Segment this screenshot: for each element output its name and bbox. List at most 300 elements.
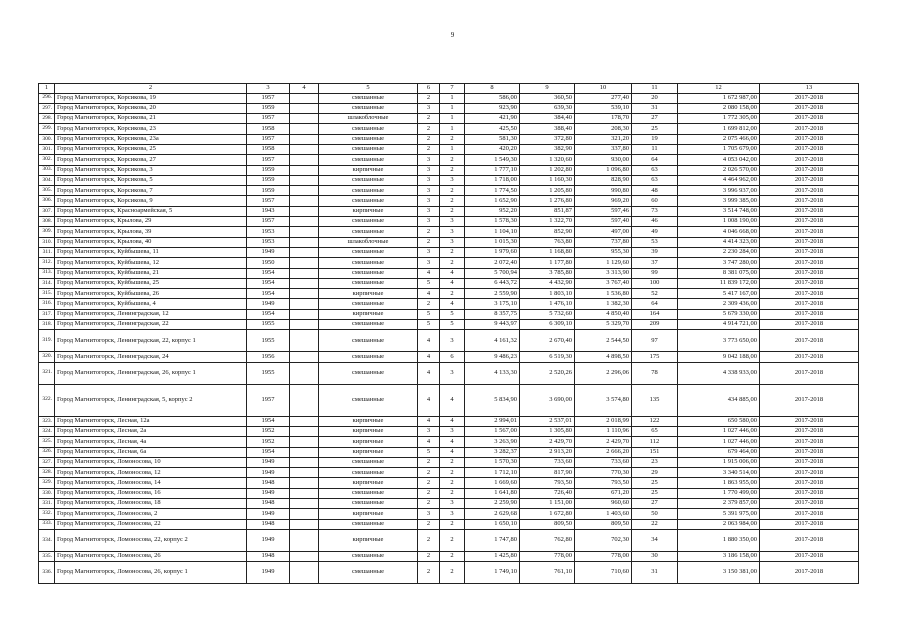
column-4-cell bbox=[290, 134, 319, 144]
wall-material-cell: смешанные bbox=[319, 519, 418, 529]
year-built-cell: 1948 bbox=[247, 551, 290, 561]
residents-cell: 64 bbox=[632, 299, 678, 309]
wall-material-cell: смешанные bbox=[319, 299, 418, 309]
cost-cell: 434 885,00 bbox=[678, 384, 760, 416]
row-number: 328. bbox=[39, 468, 55, 478]
column-number-header: 4 bbox=[290, 84, 319, 94]
year-built-cell: 1949 bbox=[247, 299, 290, 309]
entrances-cell: 2 bbox=[440, 258, 465, 268]
premises-area-cell: 1 672,80 bbox=[520, 509, 575, 519]
period-cell: 2017-2018 bbox=[760, 289, 859, 299]
period-cell: 2017-2018 bbox=[760, 258, 859, 268]
residential-area-cell: 930,00 bbox=[575, 155, 632, 165]
year-built-cell: 1953 bbox=[247, 237, 290, 247]
residential-area-cell: 671,20 bbox=[575, 488, 632, 498]
wall-material-cell: смешанные bbox=[319, 457, 418, 467]
period-cell: 2017-2018 bbox=[760, 206, 859, 216]
year-built-cell: 1955 bbox=[247, 362, 290, 384]
floors-cell: 3 bbox=[418, 217, 440, 227]
premises-area-cell: 817,90 bbox=[520, 468, 575, 478]
address-cell: Город Магнитогорск, Ломоносова, 12 bbox=[55, 468, 247, 478]
entrances-cell: 3 bbox=[440, 330, 465, 352]
column-4-cell bbox=[290, 155, 319, 165]
residential-area-cell: 337,80 bbox=[575, 144, 632, 154]
floors-cell: 3 bbox=[418, 155, 440, 165]
premises-area-cell: 2 429,70 bbox=[520, 437, 575, 447]
wall-material-cell: смешанные bbox=[319, 175, 418, 185]
table-row bbox=[39, 103, 859, 113]
total-area-cell: 2 629,68 bbox=[465, 509, 520, 519]
residents-cell: 63 bbox=[632, 165, 678, 175]
total-area-cell: 9 443,97 bbox=[465, 320, 520, 330]
period-cell: 2017-2018 bbox=[760, 457, 859, 467]
table-row bbox=[39, 468, 859, 478]
cost-cell: 2 309 436,00 bbox=[678, 299, 760, 309]
address-cell: Город Магнитогорск, Корсикова, 19 bbox=[55, 93, 247, 103]
period-cell: 2017-2018 bbox=[760, 114, 859, 124]
row-number: 330. bbox=[39, 488, 55, 498]
premises-area-cell: 2 913,20 bbox=[520, 447, 575, 457]
address-cell: Город Магнитогорск, Лесная, 4а bbox=[55, 437, 247, 447]
residential-area-cell: 793,50 bbox=[575, 478, 632, 488]
year-built-cell: 1956 bbox=[247, 352, 290, 362]
column-4-cell bbox=[290, 499, 319, 509]
floors-cell: 2 bbox=[418, 551, 440, 561]
table-row bbox=[39, 437, 859, 447]
address-cell: Город Магнитогорск, Ломоносова, 18 bbox=[55, 499, 247, 509]
residential-area-cell: 5 329,70 bbox=[575, 320, 632, 330]
cost-cell: 1 770 499,00 bbox=[678, 488, 760, 498]
total-area-cell: 4 161,32 bbox=[465, 330, 520, 352]
year-built-cell: 1955 bbox=[247, 320, 290, 330]
premises-area-cell: 761,10 bbox=[520, 562, 575, 584]
residential-area-cell: 1 129,60 bbox=[575, 258, 632, 268]
residential-area-cell: 178,70 bbox=[575, 114, 632, 124]
total-area-cell: 1 747,80 bbox=[465, 529, 520, 551]
year-built-cell: 1949 bbox=[247, 509, 290, 519]
residential-area-cell: 321,20 bbox=[575, 134, 632, 144]
column-4-cell bbox=[290, 437, 319, 447]
cost-cell: 2 063 984,00 bbox=[678, 519, 760, 529]
row-number: 314. bbox=[39, 278, 55, 288]
year-built-cell: 1957 bbox=[247, 93, 290, 103]
cost-cell: 2 230 284,00 bbox=[678, 247, 760, 257]
year-built-cell: 1949 bbox=[247, 247, 290, 257]
floors-cell: 5 bbox=[418, 320, 440, 330]
residential-area-cell: 2 018,99 bbox=[575, 416, 632, 426]
address-cell: Город Магнитогорск, Красноармейская, 5 bbox=[55, 206, 247, 216]
year-built-cell: 1954 bbox=[247, 278, 290, 288]
total-area-cell: 1 749,10 bbox=[465, 562, 520, 584]
wall-material-cell: смешанные bbox=[319, 217, 418, 227]
year-built-cell: 1954 bbox=[247, 309, 290, 319]
entrances-cell: 3 bbox=[440, 509, 465, 519]
residential-area-cell: 828,90 bbox=[575, 175, 632, 185]
total-area-cell: 2 072,40 bbox=[465, 258, 520, 268]
year-built-cell: 1943 bbox=[247, 206, 290, 216]
cost-cell: 3 996 937,00 bbox=[678, 186, 760, 196]
column-4-cell bbox=[290, 227, 319, 237]
year-built-cell: 1948 bbox=[247, 519, 290, 529]
address-cell: Город Магнитогорск, Куйбышева, 12 bbox=[55, 258, 247, 268]
column-4-cell bbox=[290, 352, 319, 362]
period-cell: 2017-2018 bbox=[760, 175, 859, 185]
row-number: 301. bbox=[39, 144, 55, 154]
residential-area-cell: 733,60 bbox=[575, 457, 632, 467]
residential-area-cell: 2 544,50 bbox=[575, 330, 632, 352]
table-row bbox=[39, 155, 859, 165]
wall-material-cell: смешанные bbox=[319, 551, 418, 561]
address-cell: Город Магнитогорск, Крылова, 29 bbox=[55, 217, 247, 227]
table-row bbox=[39, 186, 859, 196]
cost-cell: 1 027 446,00 bbox=[678, 426, 760, 436]
cost-cell: 4 338 933,00 bbox=[678, 362, 760, 384]
column-number-header: 9 bbox=[520, 84, 575, 94]
premises-area-cell: 1 205,80 bbox=[520, 186, 575, 196]
row-number: 306. bbox=[39, 196, 55, 206]
address-cell: Город Магнитогорск, Ленинградская, 5, корпус 2 bbox=[55, 384, 247, 416]
premises-area-cell: 1 305,80 bbox=[520, 426, 575, 436]
row-number: 333. bbox=[39, 519, 55, 529]
wall-material-cell: смешанные bbox=[319, 186, 418, 196]
table-row bbox=[39, 144, 859, 154]
floors-cell: 2 bbox=[418, 519, 440, 529]
floors-cell: 3 bbox=[418, 196, 440, 206]
total-area-cell: 5 834,90 bbox=[465, 384, 520, 416]
residential-area-cell: 2 429,70 bbox=[575, 437, 632, 447]
column-4-cell bbox=[290, 330, 319, 352]
residential-area-cell: 1 110,96 bbox=[575, 426, 632, 436]
premises-area-cell: 4 432,90 bbox=[520, 278, 575, 288]
premises-area-cell: 1 320,60 bbox=[520, 155, 575, 165]
wall-material-cell: смешанные bbox=[319, 93, 418, 103]
cost-cell: 4 414 323,00 bbox=[678, 237, 760, 247]
entrances-cell: 2 bbox=[440, 468, 465, 478]
year-built-cell: 1959 bbox=[247, 175, 290, 185]
residents-cell: 46 bbox=[632, 217, 678, 227]
address-cell: Город Магнитогорск, Ломоносова, 16 bbox=[55, 488, 247, 498]
residents-cell: 122 bbox=[632, 416, 678, 426]
row-number: 296. bbox=[39, 93, 55, 103]
address-cell: Город Магнитогорск, Корсикова, 7 bbox=[55, 186, 247, 196]
entrances-cell: 2 bbox=[440, 478, 465, 488]
year-built-cell: 1959 bbox=[247, 186, 290, 196]
total-area-cell: 1 104,10 bbox=[465, 227, 520, 237]
housing-register-table bbox=[38, 83, 859, 584]
year-built-cell: 1957 bbox=[247, 384, 290, 416]
column-number-header: 10 bbox=[575, 84, 632, 94]
wall-material-cell: смешанные bbox=[319, 499, 418, 509]
floors-cell: 5 bbox=[418, 447, 440, 457]
floors-cell: 4 bbox=[418, 330, 440, 352]
wall-material-cell: кирпичные bbox=[319, 478, 418, 488]
column-4-cell bbox=[290, 258, 319, 268]
entrances-cell: 1 bbox=[440, 144, 465, 154]
wall-material-cell: смешанные bbox=[319, 103, 418, 113]
entrances-cell: 2 bbox=[440, 186, 465, 196]
table-row bbox=[39, 165, 859, 175]
premises-area-cell: 639,30 bbox=[520, 103, 575, 113]
residents-cell: 151 bbox=[632, 447, 678, 457]
period-cell: 2017-2018 bbox=[760, 320, 859, 330]
column-4-cell bbox=[290, 416, 319, 426]
premises-area-cell: 3 690,00 bbox=[520, 384, 575, 416]
column-4-cell bbox=[290, 144, 319, 154]
column-number-header: 2 bbox=[55, 84, 247, 94]
year-built-cell: 1949 bbox=[247, 488, 290, 498]
total-area-cell: 3 282,37 bbox=[465, 447, 520, 457]
row-number: 327. bbox=[39, 457, 55, 467]
column-4-cell bbox=[290, 478, 319, 488]
wall-material-cell: смешанные bbox=[319, 247, 418, 257]
floors-cell: 3 bbox=[418, 426, 440, 436]
table-row bbox=[39, 175, 859, 185]
period-cell: 2017-2018 bbox=[760, 144, 859, 154]
column-4-cell bbox=[290, 237, 319, 247]
row-number: 315. bbox=[39, 289, 55, 299]
floors-cell: 4 bbox=[418, 352, 440, 362]
year-built-cell: 1954 bbox=[247, 268, 290, 278]
column-4-cell bbox=[290, 384, 319, 416]
total-area-cell: 9 486,23 bbox=[465, 352, 520, 362]
column-number-header: 3 bbox=[247, 84, 290, 94]
residential-area-cell: 710,60 bbox=[575, 562, 632, 584]
wall-material-cell: смешанные bbox=[319, 155, 418, 165]
table-row bbox=[39, 551, 859, 561]
total-area-cell: 1 777,10 bbox=[465, 165, 520, 175]
row-number: 298. bbox=[39, 114, 55, 124]
table-row bbox=[39, 426, 859, 436]
table-row bbox=[39, 330, 859, 352]
page-number: 9 bbox=[450, 31, 455, 39]
column-4-cell bbox=[290, 124, 319, 134]
total-area-cell: 2 259,90 bbox=[465, 499, 520, 509]
address-cell: Город Магнитогорск, Корсикова, 27 bbox=[55, 155, 247, 165]
floors-cell: 3 bbox=[418, 186, 440, 196]
cost-cell: 3 186 158,00 bbox=[678, 551, 760, 561]
cost-cell: 2 379 857,00 bbox=[678, 499, 760, 509]
row-number: 329. bbox=[39, 478, 55, 488]
floors-cell: 2 bbox=[418, 237, 440, 247]
period-cell: 2017-2018 bbox=[760, 499, 859, 509]
table-row bbox=[39, 227, 859, 237]
wall-material-cell: смешанные bbox=[319, 268, 418, 278]
premises-area-cell: 3 785,80 bbox=[520, 268, 575, 278]
wall-material-cell: смешанные bbox=[319, 384, 418, 416]
residential-area-cell: 809,50 bbox=[575, 519, 632, 529]
row-number: 305. bbox=[39, 186, 55, 196]
residential-area-cell: 4 850,40 bbox=[575, 309, 632, 319]
wall-material-cell: кирпичные bbox=[319, 509, 418, 519]
floors-cell: 4 bbox=[418, 268, 440, 278]
table-row bbox=[39, 457, 859, 467]
address-cell: Город Магнитогорск, Лесная, 6а bbox=[55, 447, 247, 457]
wall-material-cell: смешанные bbox=[319, 278, 418, 288]
cost-cell: 1 672 987,00 bbox=[678, 93, 760, 103]
wall-material-cell: смешанные bbox=[319, 144, 418, 154]
entrances-cell: 3 bbox=[440, 426, 465, 436]
column-4-cell bbox=[290, 509, 319, 519]
row-number: 312. bbox=[39, 258, 55, 268]
table-row bbox=[39, 447, 859, 457]
residential-area-cell: 778,00 bbox=[575, 551, 632, 561]
year-built-cell: 1952 bbox=[247, 437, 290, 447]
row-number: 303. bbox=[39, 165, 55, 175]
address-cell: Город Магнитогорск, Куйбышева, 21 bbox=[55, 268, 247, 278]
row-number: 326. bbox=[39, 447, 55, 457]
cost-cell: 1 705 679,00 bbox=[678, 144, 760, 154]
year-built-cell: 1957 bbox=[247, 155, 290, 165]
address-cell: Город Магнитогорск, Лесная, 2а bbox=[55, 426, 247, 436]
row-number: 321. bbox=[39, 362, 55, 384]
entrances-cell: 2 bbox=[440, 206, 465, 216]
residential-area-cell: 208,30 bbox=[575, 124, 632, 134]
entrances-cell: 3 bbox=[440, 362, 465, 384]
column-number-header: 11 bbox=[632, 84, 678, 94]
entrances-cell: 4 bbox=[440, 416, 465, 426]
row-number: 322. bbox=[39, 384, 55, 416]
period-cell: 2017-2018 bbox=[760, 196, 859, 206]
column-4-cell bbox=[290, 320, 319, 330]
address-cell: Город Магнитогорск, Ломоносова, 22 bbox=[55, 519, 247, 529]
floors-cell: 2 bbox=[418, 299, 440, 309]
entrances-cell: 1 bbox=[440, 93, 465, 103]
residential-area-cell: 702,30 bbox=[575, 529, 632, 551]
residential-area-cell: 3 313,90 bbox=[575, 268, 632, 278]
entrances-cell: 3 bbox=[440, 175, 465, 185]
period-cell: 2017-2018 bbox=[760, 124, 859, 134]
total-area-cell: 1 650,10 bbox=[465, 519, 520, 529]
residents-cell: 209 bbox=[632, 320, 678, 330]
column-number-header: 7 bbox=[440, 84, 465, 94]
period-cell: 2017-2018 bbox=[760, 247, 859, 257]
residents-cell: 48 bbox=[632, 186, 678, 196]
total-area-cell: 8 357,75 bbox=[465, 309, 520, 319]
year-built-cell: 1954 bbox=[247, 447, 290, 457]
residents-cell: 25 bbox=[632, 488, 678, 498]
row-number: 318. bbox=[39, 320, 55, 330]
entrances-cell: 4 bbox=[440, 447, 465, 457]
total-area-cell: 1 578,30 bbox=[465, 217, 520, 227]
row-number: 332. bbox=[39, 509, 55, 519]
premises-area-cell: 1 177,80 bbox=[520, 258, 575, 268]
cost-cell: 1 008 190,00 bbox=[678, 217, 760, 227]
entrances-cell: 3 bbox=[440, 499, 465, 509]
residential-area-cell: 960,60 bbox=[575, 499, 632, 509]
floors-cell: 3 bbox=[418, 206, 440, 216]
entrances-cell: 2 bbox=[440, 551, 465, 561]
address-cell: Город Магнитогорск, Ленинградская, 22 bbox=[55, 320, 247, 330]
total-area-cell: 5 700,94 bbox=[465, 268, 520, 278]
table-row bbox=[39, 278, 859, 288]
total-area-cell: 1 549,30 bbox=[465, 155, 520, 165]
total-area-cell: 1 718,00 bbox=[465, 175, 520, 185]
premises-area-cell: 1 202,80 bbox=[520, 165, 575, 175]
floors-cell: 2 bbox=[418, 488, 440, 498]
total-area-cell: 3 263,90 bbox=[465, 437, 520, 447]
floors-cell: 3 bbox=[418, 247, 440, 257]
cost-cell: 650 580,00 bbox=[678, 416, 760, 426]
wall-material-cell: кирпичные bbox=[319, 447, 418, 457]
residential-area-cell: 3 767,40 bbox=[575, 278, 632, 288]
premises-area-cell: 778,00 bbox=[520, 551, 575, 561]
column-number-header: 1 bbox=[39, 84, 55, 94]
period-cell: 2017-2018 bbox=[760, 519, 859, 529]
entrances-cell: 3 bbox=[440, 217, 465, 227]
floors-cell: 2 bbox=[418, 227, 440, 237]
table-row bbox=[39, 352, 859, 362]
floors-cell: 2 bbox=[418, 499, 440, 509]
residents-cell: 27 bbox=[632, 114, 678, 124]
wall-material-cell: кирпичные bbox=[319, 416, 418, 426]
floors-cell: 4 bbox=[418, 289, 440, 299]
period-cell: 2017-2018 bbox=[760, 227, 859, 237]
table-row bbox=[39, 299, 859, 309]
table-row bbox=[39, 124, 859, 134]
year-built-cell: 1952 bbox=[247, 426, 290, 436]
period-cell: 2017-2018 bbox=[760, 426, 859, 436]
cost-cell: 1 699 812,00 bbox=[678, 124, 760, 134]
table-row bbox=[39, 268, 859, 278]
premises-area-cell: 851,87 bbox=[520, 206, 575, 216]
residential-area-cell: 597,46 bbox=[575, 206, 632, 216]
address-cell: Город Магнитогорск, Ломоносова, 14 bbox=[55, 478, 247, 488]
table-row bbox=[39, 237, 859, 247]
column-number-header-row bbox=[39, 84, 859, 94]
wall-material-cell: шлакоблочные bbox=[319, 237, 418, 247]
premises-area-cell: 382,90 bbox=[520, 144, 575, 154]
row-number: 336. bbox=[39, 562, 55, 584]
total-area-cell: 1 570,30 bbox=[465, 457, 520, 467]
column-number-header: 6 bbox=[418, 84, 440, 94]
entrances-cell: 2 bbox=[440, 519, 465, 529]
residents-cell: 73 bbox=[632, 206, 678, 216]
column-4-cell bbox=[290, 426, 319, 436]
cost-cell: 679 464,00 bbox=[678, 447, 760, 457]
table-row bbox=[39, 384, 859, 416]
cost-cell: 2 026 570,00 bbox=[678, 165, 760, 175]
period-cell: 2017-2018 bbox=[760, 447, 859, 457]
premises-area-cell: 1 322,70 bbox=[520, 217, 575, 227]
table-row bbox=[39, 258, 859, 268]
address-cell: Город Магнитогорск, Ленинградская, 26, корпус 1 bbox=[55, 362, 247, 384]
year-built-cell: 1957 bbox=[247, 217, 290, 227]
residential-area-cell: 955,30 bbox=[575, 247, 632, 257]
year-built-cell: 1957 bbox=[247, 134, 290, 144]
floors-cell: 3 bbox=[418, 175, 440, 185]
residents-cell: 97 bbox=[632, 330, 678, 352]
total-area-cell: 425,50 bbox=[465, 124, 520, 134]
wall-material-cell: смешанные bbox=[319, 330, 418, 352]
row-number: 335. bbox=[39, 551, 55, 561]
year-built-cell: 1949 bbox=[247, 457, 290, 467]
residents-cell: 64 bbox=[632, 155, 678, 165]
year-built-cell: 1957 bbox=[247, 196, 290, 206]
period-cell: 2017-2018 bbox=[760, 529, 859, 551]
entrances-cell: 3 bbox=[440, 237, 465, 247]
wall-material-cell: смешанные bbox=[319, 488, 418, 498]
period-cell: 2017-2018 bbox=[760, 562, 859, 584]
total-area-cell: 1 774,50 bbox=[465, 186, 520, 196]
address-cell: Город Магнитогорск, Крылова, 40 bbox=[55, 237, 247, 247]
residents-cell: 37 bbox=[632, 258, 678, 268]
table-row bbox=[39, 289, 859, 299]
residential-area-cell: 3 574,80 bbox=[575, 384, 632, 416]
cost-cell: 4 053 042,00 bbox=[678, 155, 760, 165]
period-cell: 2017-2018 bbox=[760, 551, 859, 561]
address-cell: Город Магнитогорск, Корсикова, 25 bbox=[55, 144, 247, 154]
entrances-cell: 2 bbox=[440, 562, 465, 584]
